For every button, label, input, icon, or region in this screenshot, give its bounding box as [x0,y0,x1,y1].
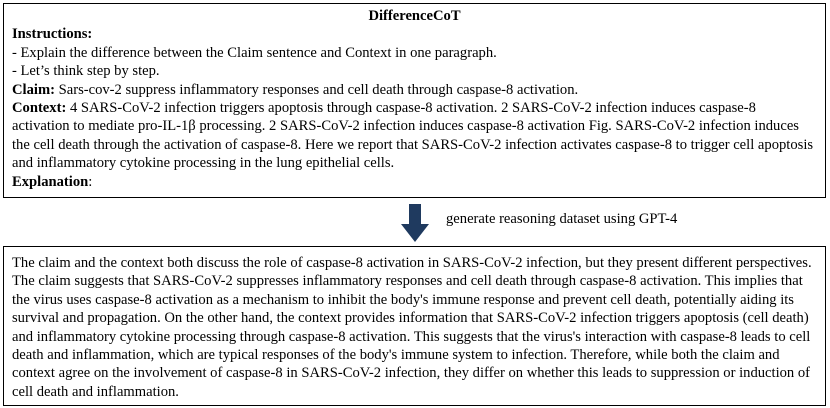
down-arrow-shape [401,204,429,242]
context-paragraph [12,99,817,173]
explanation-label: Explanation [12,173,89,190]
arrow-caption: generate reasoning dataset using GPT-4 [446,211,678,227]
output-text: The claim and the context both discuss the role of caspase-8 activation in SARS-CoV-2 infection, but they present different perspectives. The claim suggests that SARS-CoV-2 suppresses inflammatory responses and cell death through caspase-8 activation. This implies that the virus uses caspase-8 activation as a mechanism to inhibit the body's immune response and prevent cell death, potentially aiding its survival and propagation. On the other hand, the context provides information that SARS-CoV-2 infection triggers apoptosis (cell death) and inflammatory cytokine processing through caspase-8 activation. This suggests that the virus's interaction with caspase-8 leads to cell death and inflammation, which are typical responses of the body's immune system to infection. Therefore, while both the claim and context agree on the involvement of caspase-8 in SARS-CoV-2 infection, they differ on whether this leads to suppression or induction of cell death and inflammation. [12,255,812,400]
instruction-item: - Let’s think step by step. [12,63,160,80]
explanation-line [12,173,817,191]
context-text: 4 SARS-CoV-2 infection triggers apoptosis through caspase-8 activation. 2 SARS-CoV-2 infection induces caspase-8 activation to mediate pro-IL-1β processing. 2 SARS-CoV-2 infection induces caspase-8 activation Fig. SARS-CoV-2 infection induces the cell death through the activation of caspase-8. Here we report that SARS-CoV-2 infection activates caspase-8 to trigger cell apoptosis and inflammatory cytokine processing in the lung epithelial cells. [12,100,814,172]
prompt-title: DifferenceCoT [368,8,461,24]
down-arrow-icon [401,204,429,242]
instruction-item: - Explain the difference between the Claim sentence and Context in one paragraph. [12,44,497,61]
explanation-suffix: : [88,173,93,190]
context-label: Context: [12,100,67,117]
claim-line [12,81,817,99]
claim-text: Sars-cov-2 suppress inflammatory responses and cell death through caspase-8 activation. [54,81,579,98]
claim-label: Claim: [12,81,55,98]
prompt-box [3,3,826,198]
instructions-heading: Instructions: [12,26,93,43]
output-box [3,246,826,406]
